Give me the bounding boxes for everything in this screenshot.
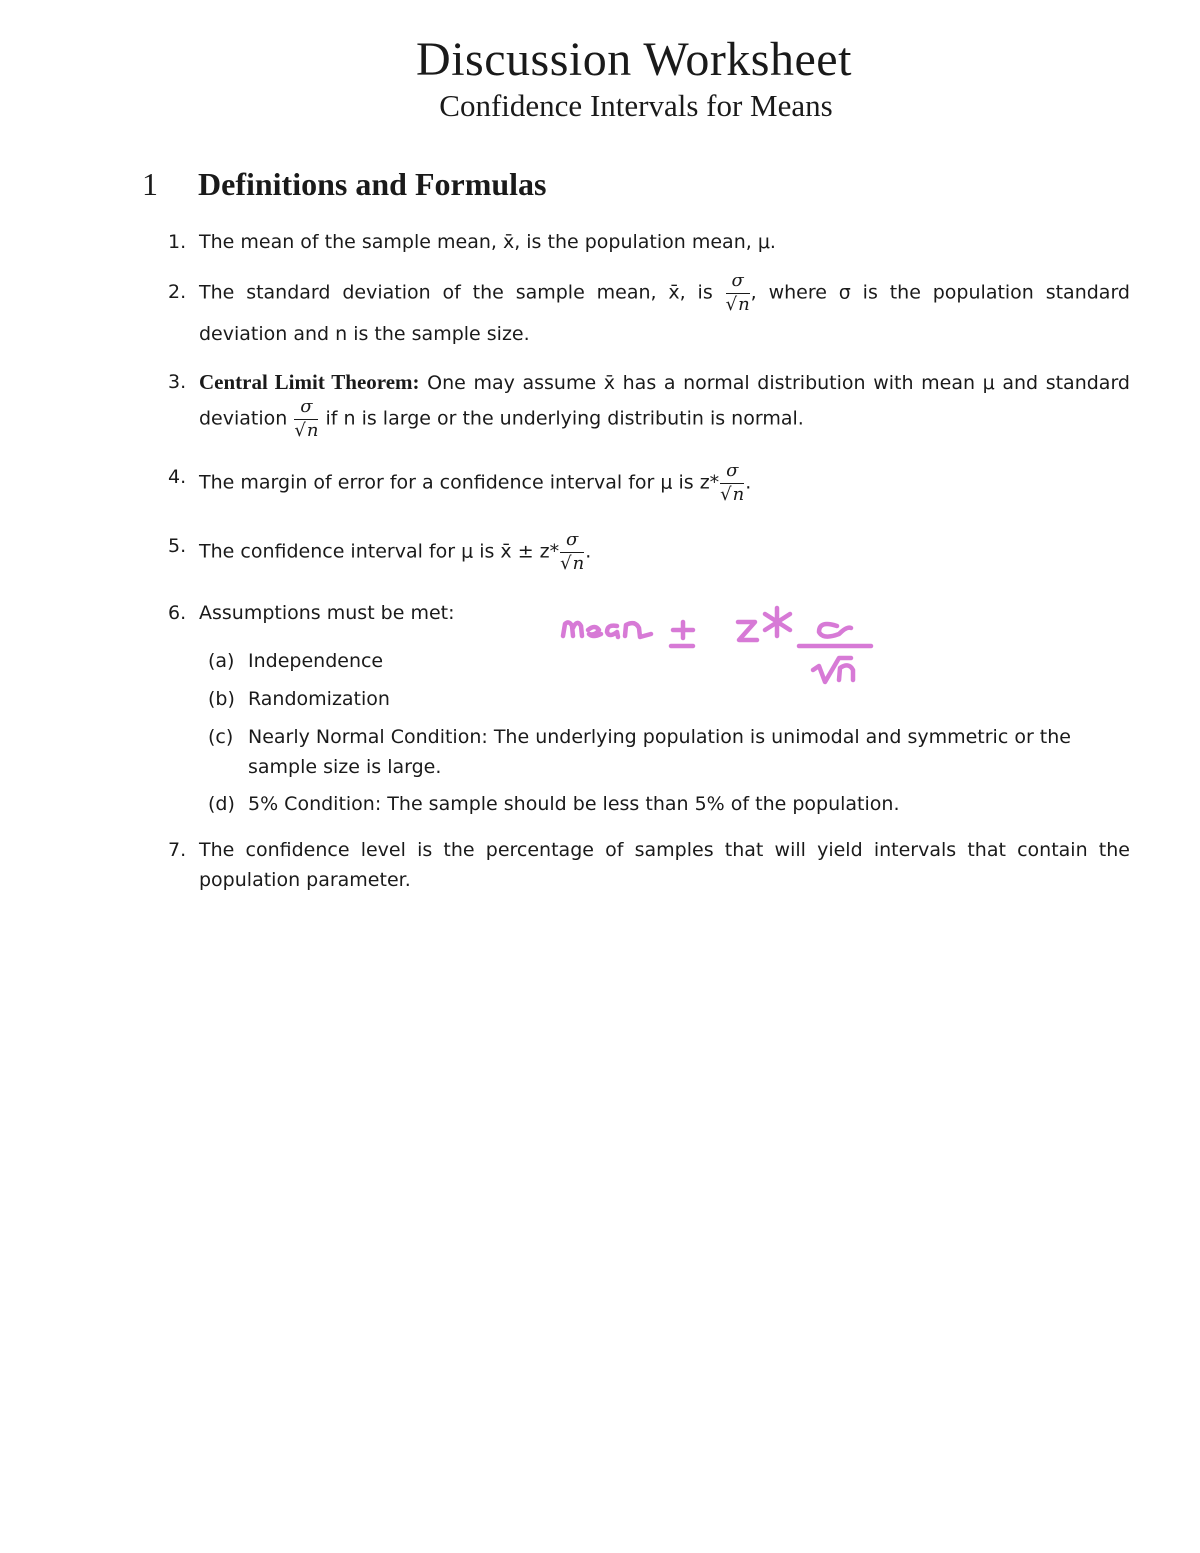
radical: √ [725, 294, 738, 315]
worksheet-subtitle: Confidence Intervals for Means [439, 88, 833, 123]
item-text: The confidence interval for μ is x̄ ± z* [199, 540, 560, 563]
numerator: σ [294, 398, 318, 420]
item-number: 7. [168, 839, 187, 861]
item-text: The standard deviation of the sample mean, x̄, is [199, 281, 713, 304]
denominator [560, 553, 584, 573]
radical: √ [560, 553, 572, 574]
handwriting-strokes [563, 608, 871, 682]
list-item-1 [168, 227, 1130, 257]
item-number: 6. [168, 602, 187, 624]
list-item-5 [168, 531, 1130, 573]
item-text: . [585, 540, 592, 563]
sub-item-d [208, 789, 1130, 819]
sub-item-label: (c) [208, 726, 234, 748]
sub-item-text: Independence [248, 650, 384, 672]
list-item-3 [168, 367, 1130, 440]
list-item-4 [168, 462, 1130, 504]
sigma-over-root-n [560, 531, 584, 573]
theorem-label: Central Limit Theorem: [199, 370, 420, 394]
sub-item-text: 5% Condition: The sample should be less than 5% of the population. [248, 793, 900, 815]
item-text: The confidence level is the percentage of samples that will yield intervals that contain the population parameter. [199, 839, 1130, 891]
item-number: 5. [168, 535, 187, 557]
radicand: n [306, 420, 319, 441]
radical: √ [294, 420, 306, 441]
radicand: n [738, 294, 750, 315]
radical: √ [720, 484, 732, 505]
denominator [720, 484, 744, 504]
section-number: 1 [142, 166, 158, 202]
sub-item-text: Randomization [248, 688, 390, 710]
sub-item-text: Nearly Normal Condition: The underlying population is unimodal and symmetric or the sample size is large. [248, 726, 1071, 778]
item-text: , where σ is the population standard deviation and n is the sample size. [199, 281, 1130, 345]
item-text: The margin of error for a confidence interval for μ is z* [199, 471, 720, 494]
sigma-over-root-n [294, 398, 318, 440]
handwritten-annotation [555, 600, 885, 700]
sub-item-label: (b) [208, 688, 235, 710]
item-text: Assumptions must be met: [199, 602, 455, 624]
item-text: The mean of the sample mean, x̄, is the population mean, μ. [199, 231, 776, 253]
numerator: σ [560, 531, 584, 553]
sigma-over-root-n [720, 462, 744, 504]
item-text: One may assume x̄ has a normal distribution with mean μ and standard deviation [199, 372, 1130, 430]
item-text: . [745, 471, 752, 494]
item-body [199, 531, 1130, 573]
section-title: Definitions and Formulas [198, 166, 547, 202]
sub-item-label: (a) [208, 650, 235, 672]
numerator: σ [726, 272, 750, 294]
item-number: 2. [168, 281, 187, 303]
denominator [294, 420, 318, 440]
sigma-over-root-n [726, 272, 750, 314]
list-item-7 [168, 835, 1130, 895]
sub-item-c [208, 722, 1130, 782]
item-number: 4. [168, 466, 187, 488]
denominator [726, 294, 750, 314]
list-item-2 [168, 272, 1130, 355]
section-heading [142, 166, 546, 203]
item-body [199, 462, 1130, 504]
worksheet-title: Discussion Worksheet [416, 33, 852, 86]
item-text: if n is large or the underlying distributin is normal. [325, 407, 804, 430]
item-number: 1. [168, 231, 187, 253]
numerator: σ [720, 462, 744, 484]
item-number: 3. [168, 371, 187, 393]
sub-item-label: (d) [208, 793, 235, 815]
radicand: n [732, 484, 745, 505]
radicand: n [572, 553, 585, 574]
item-body [199, 367, 1130, 440]
item-body [199, 272, 1130, 355]
